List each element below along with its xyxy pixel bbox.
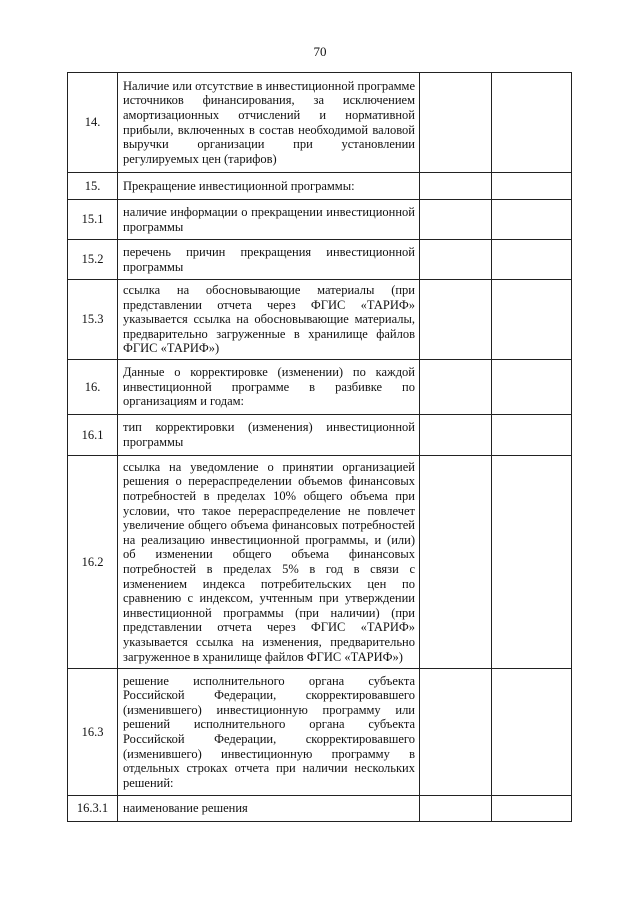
row-number: 15. (68, 173, 118, 200)
row-number: 16.2 (68, 455, 118, 668)
empty-value-cell (492, 668, 572, 795)
description-line: инвестиционной программе в разбивке по (123, 379, 415, 394)
empty-value-cell (492, 200, 572, 240)
empty-value-cell (420, 200, 492, 240)
description-line: увеличение общего объема финансовых потребностей (123, 518, 415, 533)
description-line: указывается ссылка на изменения, предварительно (123, 634, 415, 649)
table-row (68, 795, 572, 821)
row-description (118, 73, 420, 173)
description-line: наименование решения (123, 801, 248, 816)
description-line: потребностей в пределах 10% общего объема при (123, 489, 415, 503)
description-line: (изменившего) инвестиционную программу в (123, 746, 415, 761)
description-line: Российской Федерации, скорректировавшего (123, 731, 415, 746)
row-number: 16.3.1 (68, 795, 118, 821)
empty-value-cell (420, 414, 492, 455)
empty-value-cell (420, 280, 492, 360)
description-line: программы (123, 219, 184, 234)
empty-value-cell (420, 359, 492, 414)
empty-value-cell (492, 280, 572, 360)
empty-value-cell (420, 240, 492, 280)
row-number: 15.2 (68, 240, 118, 280)
description-line: ссылка на уведомление о принятии организацией (123, 459, 415, 474)
description-line: загруженное в хранилище файлов ФГИС «ТАРИФ») (123, 649, 403, 664)
empty-value-cell (492, 455, 572, 668)
table-row (68, 280, 572, 360)
table-row (68, 414, 572, 455)
table-row (68, 200, 572, 240)
page-number: 70 (313, 44, 327, 59)
empty-value-cell (420, 173, 492, 200)
description-line: ссылка на обосновывающие материалы (при (123, 283, 415, 297)
row-description (118, 668, 420, 795)
description-line: Наличие или отсутствие в инвестиционной программе (123, 78, 415, 93)
table-row (68, 668, 572, 795)
description-line: перечень причин прекращения инвестиционной (123, 244, 415, 259)
description-line: (изменившего) инвестиционную программу или (123, 702, 415, 717)
row-description (118, 795, 420, 821)
row-description (118, 414, 420, 455)
description-line: решений исполнительного органа субъекта (123, 717, 415, 732)
description-line: амортизационных отчислений и нормативной (123, 107, 415, 122)
row-number: 16. (68, 359, 118, 414)
table-row (68, 240, 572, 280)
row-number: 15.1 (68, 200, 118, 240)
description-line: инвестиционной программы (при наличии) (при (123, 605, 415, 620)
description-line: Прекращение инвестиционной программы: (123, 178, 355, 193)
requirements-table (67, 72, 572, 822)
description-line: представлении отчета через ФГИС «ТАРИФ» (123, 620, 415, 635)
description-line: регулируемых цен (тарифов) (123, 151, 277, 166)
description-line: указывается ссылка на обосновывающие материалы, (123, 312, 415, 327)
row-number: 16.3 (68, 668, 118, 795)
empty-value-cell (420, 455, 492, 668)
row-description (118, 200, 420, 240)
empty-value-cell (420, 73, 492, 173)
row-number: 16.1 (68, 414, 118, 455)
empty-value-cell (420, 668, 492, 795)
description-line: прибыли, включенных в состав необходимой валовой (123, 122, 415, 137)
description-line: источников финансирования, за исключением (123, 93, 415, 108)
description-line: отдельных строках отчета при наличии нескольких (123, 761, 415, 776)
table-row (68, 173, 572, 200)
description-line: об изменении общего объема финансовых (123, 547, 415, 562)
empty-value-cell (492, 173, 572, 200)
row-description (118, 173, 420, 200)
empty-value-cell (492, 359, 572, 414)
description-line: изменением индекса потребительских цен по (123, 576, 415, 591)
row-description (118, 359, 420, 414)
row-description (118, 455, 420, 668)
description-line: ФГИС «ТАРИФ») (123, 341, 220, 356)
table-row (68, 359, 572, 414)
table-body (68, 73, 572, 822)
table-row (68, 455, 572, 668)
description-line: решений: (123, 775, 174, 790)
description-line: представлении отчета через ФГИС «ТАРИФ» (123, 297, 415, 312)
description-line: Российской Федерации, скорректировавшего (123, 688, 415, 703)
table-row (68, 73, 572, 173)
description-line: решения о перераспределении объемов финансовых (123, 474, 415, 489)
description-line: условии, что такое перераспределение не повлечет (123, 503, 415, 518)
row-number: 14. (68, 73, 118, 173)
description-line: на реализацию инвестиционной программы, и (или) (123, 532, 415, 547)
empty-value-cell (492, 414, 572, 455)
description-line: предварительно загруженные в хранилище файлов (123, 326, 415, 341)
description-line: наличие информации о прекращении инвестиционной (123, 204, 415, 219)
row-description (118, 240, 420, 280)
empty-value-cell (492, 795, 572, 821)
empty-value-cell (492, 240, 572, 280)
row-description (118, 280, 420, 360)
description-line: решение исполнительного органа субъекта (123, 673, 415, 688)
description-line: тип корректировки (изменения) инвестиционной (123, 420, 415, 435)
description-line: выручки организации при установлении (123, 137, 415, 152)
description-line: организациям и годам: (123, 394, 245, 409)
description-line: Данные о корректировке (изменении) по каждой (123, 365, 415, 380)
description-line: сравнению с индексом, учтенным при утверждении (123, 591, 415, 606)
row-number: 15.3 (68, 280, 118, 360)
empty-value-cell (492, 73, 572, 173)
description-line: потребностей в пределах 5% в год в связи с (123, 561, 415, 576)
description-line: программы (123, 434, 184, 449)
description-line: программы (123, 259, 184, 274)
empty-value-cell (420, 795, 492, 821)
